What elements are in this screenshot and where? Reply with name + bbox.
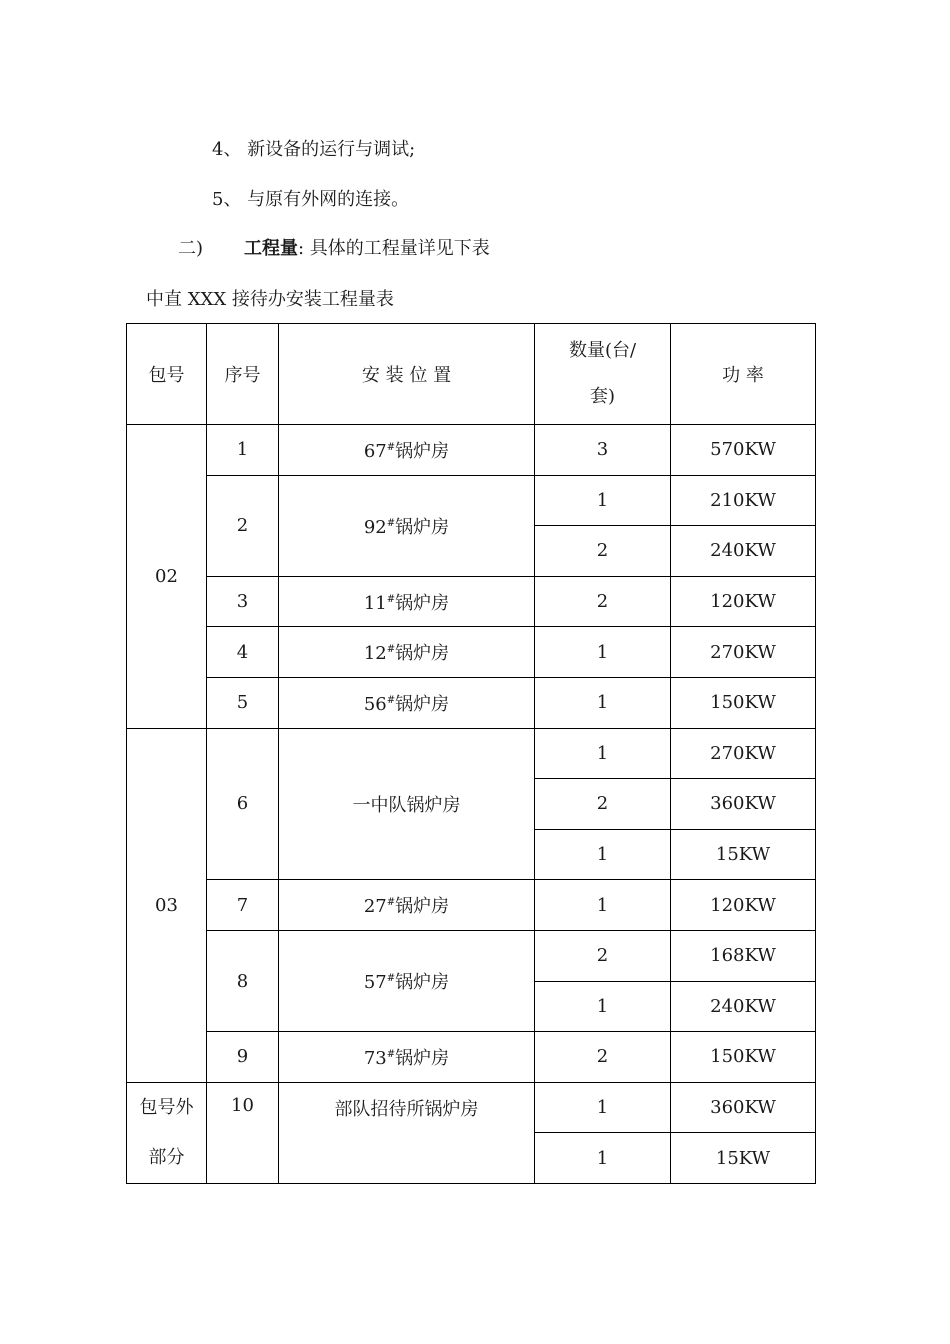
location-cell: 92#锅炉房 xyxy=(279,475,535,576)
section-number: 二) xyxy=(178,238,204,259)
list-item-4: 4、 新设备的运行与调试; xyxy=(212,139,416,160)
location-cell: 部队招待所锅炉房 xyxy=(279,1082,535,1183)
group-03: 03 xyxy=(127,728,207,1082)
power-cell: 240KW xyxy=(671,526,816,577)
header-quantity-line2: 套) xyxy=(589,386,616,407)
quantity-cell: 2 xyxy=(535,526,671,577)
table-header-row xyxy=(127,324,816,425)
location-cell: 一中队锅炉房 xyxy=(279,728,535,880)
seq-cell: 9 xyxy=(207,1032,279,1083)
seq-cell: 1 xyxy=(207,425,279,476)
quantity-cell: 1 xyxy=(535,981,671,1032)
group-02: 02 xyxy=(127,425,207,729)
seq-cell: 10 xyxy=(207,1082,279,1183)
location-cell: 12#锅炉房 xyxy=(279,627,535,678)
power-cell: 210KW xyxy=(671,475,816,526)
quantity-cell: 1 xyxy=(535,880,671,931)
seq-cell: 7 xyxy=(207,880,279,931)
group-outside-package: 包号外 部分 xyxy=(127,1082,207,1183)
section-description: : 具体的工程量详见下表 xyxy=(298,238,490,259)
table-row xyxy=(127,728,816,779)
quantity-cell: 2 xyxy=(535,1032,671,1083)
seq-cell: 2 xyxy=(207,475,279,576)
quantity-cell: 2 xyxy=(535,779,671,830)
table-row xyxy=(127,576,816,627)
power-cell: 270KW xyxy=(671,627,816,678)
quantity-cell: 2 xyxy=(535,930,671,981)
power-cell: 15KW xyxy=(671,829,816,880)
location-cell: 67#锅炉房 xyxy=(279,425,535,476)
power-cell: 120KW xyxy=(671,576,816,627)
location-cell: 11#锅炉房 xyxy=(279,576,535,627)
header-quantity xyxy=(535,324,671,425)
table-title: 中直 XXX 接待办安装工程量表 xyxy=(146,289,394,310)
power-cell: 360KW xyxy=(671,779,816,830)
header-seq: 序号 xyxy=(207,324,279,425)
seq-cell: 8 xyxy=(207,930,279,1031)
location-cell: 56#锅炉房 xyxy=(279,677,535,728)
power-cell: 270KW xyxy=(671,728,816,779)
table-row xyxy=(127,930,816,981)
quantity-table xyxy=(126,323,816,1184)
power-cell: 240KW xyxy=(671,981,816,1032)
table-row xyxy=(127,880,816,931)
table-row xyxy=(127,1032,816,1083)
power-cell: 120KW xyxy=(671,880,816,931)
power-cell: 360KW xyxy=(671,1082,816,1133)
power-cell: 150KW xyxy=(671,1032,816,1083)
header-location: 安 装 位 置 xyxy=(279,324,535,425)
header-quantity-line1: 数量(台/ xyxy=(568,340,637,361)
table-row xyxy=(127,627,816,678)
power-cell: 15KW xyxy=(671,1133,816,1184)
location-cell: 57#锅炉房 xyxy=(279,930,535,1031)
quantity-cell: 3 xyxy=(535,425,671,476)
list-item-5: 5、 与原有外网的连接。 xyxy=(212,189,410,210)
quantity-cell: 1 xyxy=(535,1133,671,1184)
seq-cell: 4 xyxy=(207,627,279,678)
header-package: 包号 xyxy=(127,324,207,425)
quantity-cell: 1 xyxy=(535,475,671,526)
location-cell: 27#锅炉房 xyxy=(279,880,535,931)
section-heading xyxy=(178,237,490,261)
power-cell: 150KW xyxy=(671,677,816,728)
quantity-cell: 1 xyxy=(535,677,671,728)
power-cell: 570KW xyxy=(671,425,816,476)
table-row xyxy=(127,677,816,728)
table-row xyxy=(127,425,816,476)
seq-cell: 3 xyxy=(207,576,279,627)
quantity-cell: 1 xyxy=(535,1082,671,1133)
section-title: 工程量 xyxy=(244,238,298,259)
quantity-cell: 1 xyxy=(535,829,671,880)
quantity-cell: 1 xyxy=(535,627,671,678)
power-cell: 168KW xyxy=(671,930,816,981)
quantity-cell: 2 xyxy=(535,576,671,627)
header-power: 功 率 xyxy=(671,324,816,425)
seq-cell: 6 xyxy=(207,728,279,880)
table-row xyxy=(127,475,816,526)
seq-cell: 5 xyxy=(207,677,279,728)
location-cell: 73#锅炉房 xyxy=(279,1032,535,1083)
table-row xyxy=(127,1082,816,1133)
quantity-cell: 1 xyxy=(535,728,671,779)
